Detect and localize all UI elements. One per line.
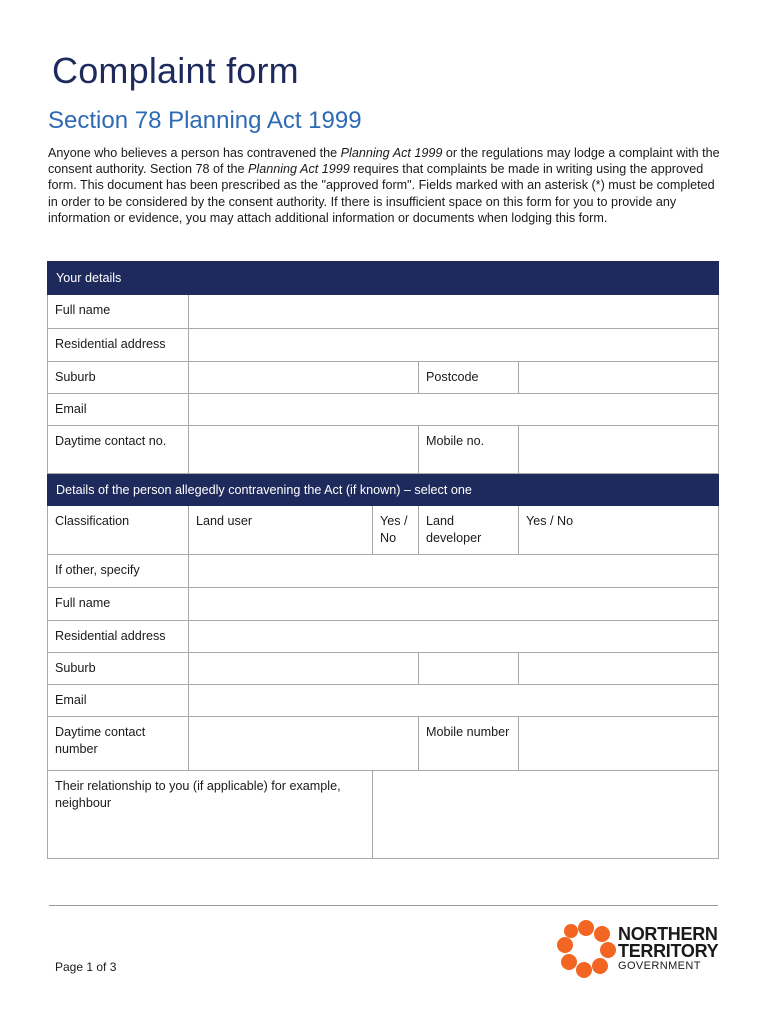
person-daytime-contact-field[interactable] — [189, 717, 419, 771]
contact-row — [48, 426, 719, 474]
person-full-name-label: Full name — [48, 588, 189, 621]
desert-rose-icon — [556, 918, 618, 978]
person-suburb-row — [48, 653, 719, 685]
relationship-label: Their relationship to you (if applicable) for example, neighbour — [48, 771, 373, 859]
logo-wordmark — [618, 926, 718, 972]
land-developer-yes-no[interactable]: Yes / No — [519, 506, 719, 555]
person-full-name-field[interactable] — [189, 588, 719, 621]
person-postcode-field[interactable] — [519, 653, 719, 685]
person-daytime-contact-label: Daytime contact number — [48, 717, 189, 771]
page-number: Page 1 of 3 — [55, 960, 117, 974]
your-details-heading: Your details — [48, 262, 719, 295]
intro-text-3: requires that complaints be made in writing using the approved form. This document has been prescribed as the "approved form". Fields marked with an asterisk (*) must be completed in order to be considered by the consent authority. If there is insufficient space on this form for you to provide any information or evidence, you may attach additional information or documents when lodging this form. — [48, 162, 715, 225]
person-residential-address-row — [48, 621, 719, 653]
your-details-header-row — [48, 262, 719, 295]
residential-address-label: Residential address — [48, 329, 189, 362]
mobile-field[interactable] — [519, 426, 719, 474]
email-row — [48, 394, 719, 426]
footer-divider — [49, 905, 718, 906]
classification-label: Classification — [48, 506, 189, 555]
person-contact-row — [48, 717, 719, 771]
logo-line-2: TERRITORY — [618, 941, 719, 961]
person-details-heading: Details of the person allegedly contravening the Act (if known) – select one — [48, 474, 719, 506]
person-residential-address-label: Residential address — [48, 621, 189, 653]
if-other-label: If other, specify — [48, 555, 189, 588]
person-mobile-field[interactable] — [519, 717, 719, 771]
land-user-yes-no[interactable]: Yes / No — [373, 506, 419, 555]
suburb-label: Suburb — [48, 362, 189, 394]
full-name-row — [48, 295, 719, 329]
daytime-contact-field[interactable] — [189, 426, 419, 474]
residential-address-row — [48, 329, 719, 362]
nt-government-logo — [556, 918, 722, 978]
land-user-label: Land user — [189, 506, 373, 555]
residential-address-field[interactable] — [189, 329, 719, 362]
intro-act-name-1: Planning Act 1999 — [340, 146, 443, 160]
intro-act-name-2: Planning Act 1999 — [248, 162, 350, 177]
page-title: Complaint form — [52, 50, 299, 91]
relationship-field[interactable] — [373, 771, 719, 859]
person-residential-address-field[interactable] — [189, 621, 719, 653]
if-other-row — [48, 555, 719, 588]
land-developer-label: Land developer — [419, 506, 519, 555]
email-field[interactable] — [189, 394, 719, 426]
person-mobile-label: Mobile number — [419, 717, 519, 771]
person-email-label: Email — [48, 685, 189, 717]
page-subtitle: Section 78 Planning Act 1999 — [48, 107, 362, 134]
logo-line-3: GOVERNMENT — [618, 960, 701, 972]
mobile-label: Mobile no. — [419, 426, 519, 474]
person-email-field[interactable] — [189, 685, 719, 717]
if-other-field[interactable] — [189, 555, 719, 588]
person-suburb-label: Suburb — [48, 653, 189, 685]
daytime-contact-label: Daytime contact no. — [48, 426, 189, 474]
full-name-label: Full name — [48, 295, 189, 329]
email-label: Email — [48, 394, 189, 426]
intro-text-1: Anyone who believes a person has contravened the — [48, 146, 341, 160]
full-name-field[interactable] — [189, 295, 719, 329]
logo-line-1: NORTHERN — [618, 924, 718, 944]
intro-text-2: or the regulations may lodge a complaint with the consent authority. Section 78 of the — [48, 146, 720, 177]
complaint-form-table — [47, 261, 719, 859]
suburb-row — [48, 362, 719, 394]
relationship-row — [48, 771, 719, 859]
person-email-row — [48, 685, 719, 717]
suburb-field[interactable] — [189, 362, 419, 394]
postcode-field[interactable] — [519, 362, 719, 394]
person-full-name-row — [48, 588, 719, 621]
person-suburb-field[interactable] — [189, 653, 419, 685]
classification-row — [48, 506, 719, 555]
postcode-label: Postcode — [419, 362, 519, 394]
person-postcode-label-cell — [419, 653, 519, 685]
person-details-header-row — [48, 474, 719, 506]
intro-paragraph — [48, 145, 720, 226]
